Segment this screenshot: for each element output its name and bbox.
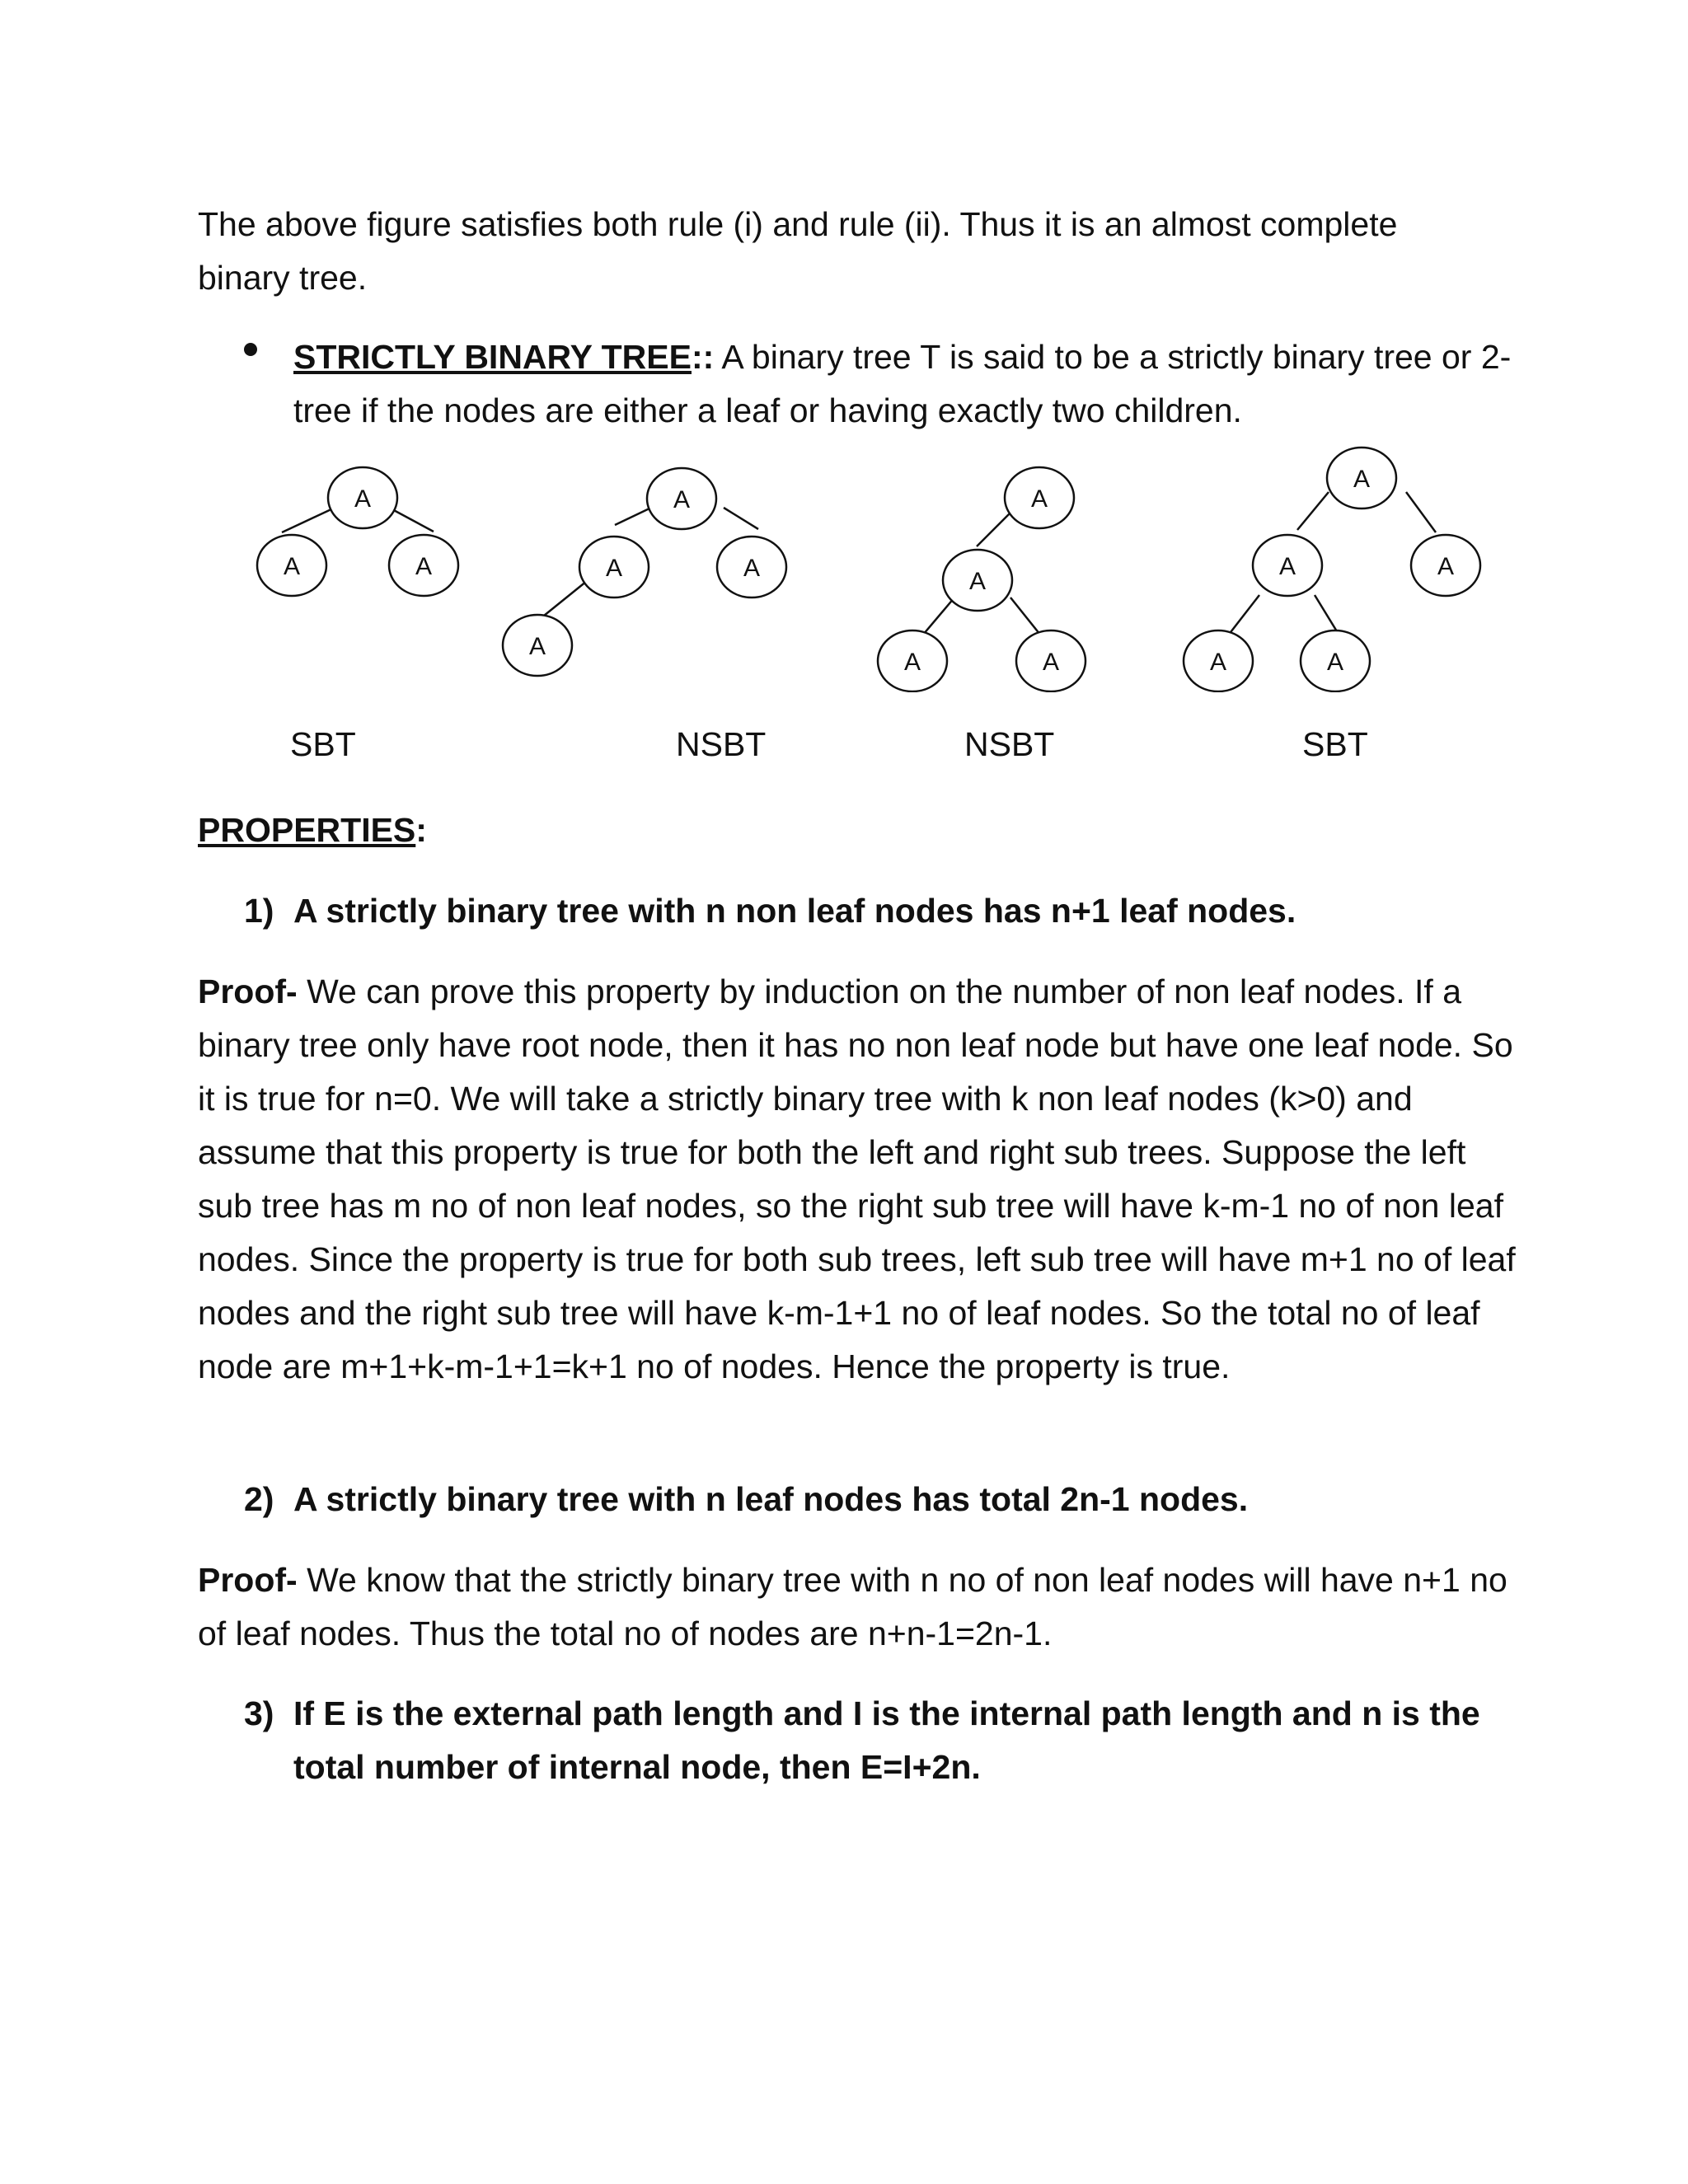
definition-term: STRICTLY BINARY TREE (293, 338, 692, 376)
properties-heading (198, 804, 1517, 857)
property-text: A strictly binary tree with n non leaf nodes has n+1 leaf nodes. (293, 892, 1296, 930)
property-number: 3) (244, 1694, 274, 1732)
tree-diagrams (0, 445, 1688, 692)
node-label: A (1437, 553, 1455, 580)
node-label: A (1278, 553, 1296, 580)
property-text: A strictly binary tree with n leaf nodes has total 2n-1 nodes. (293, 1480, 1249, 1518)
node-label: A (528, 633, 546, 660)
property-number: 1) (244, 892, 274, 930)
node-label: A (673, 486, 691, 513)
tree-label-1: SBT (290, 725, 356, 763)
proof-label: Proof- (198, 1561, 298, 1599)
proof-text: We know that the strictly binary tree with n no of non leaf nodes will have n+1 no of leaf nodes. Thus the total no of nodes are n+n-1=2n-1. (198, 1561, 1507, 1652)
node-label: A (415, 553, 433, 580)
strict-binary-tree-definition (293, 330, 1546, 438)
node-label: A (1326, 649, 1344, 676)
node-label: A (1042, 649, 1060, 676)
properties-heading-colon: : (415, 811, 427, 849)
property-1-proof (198, 965, 1517, 1394)
definition-text: A binary tree T is said to be a strictly binary tree or 2-tree if the nodes are either a leaf or having exactly two children. (293, 338, 1512, 429)
properties-heading-text: PROPERTIES (198, 811, 416, 849)
bullet-icon (244, 343, 257, 356)
node-label: A (1209, 649, 1227, 676)
proof-label: Proof- (198, 972, 298, 1010)
intro-line-1: The above figure satisfies both rule (i) and rule (ii). Thus it is an almost complete (198, 205, 1398, 243)
intro-line-2: binary tree. (198, 259, 368, 297)
tree-label-2: NSBT (676, 725, 767, 763)
proof-text: We can prove this property by induction on the number of non leaf nodes. If a binary tree only have root node, then it has no non leaf node but have one leaf node. So it is true for n=0. We will take a strictly binary tree with k non leaf nodes (k>0) and assume that this property is true for both the left and right sub trees. Suppose the left sub tree has m no of non leaf nodes, so the right sub tree will have k-m-1 no of non leaf nodes. Since the property is true for both sub trees, left sub tree will have m+1 no of leaf nodes and the right sub tree will have k-m-1+1 no of leaf nodes. So the total no of leaf node are m+1+k-m-1+1=k+1 no of nodes. Hence the property is true. (198, 972, 1516, 1385)
node-label: A (743, 555, 761, 582)
definition-separator: :: (691, 338, 715, 376)
intro-paragraph (198, 198, 1517, 305)
node-label: A (903, 649, 921, 676)
node-label: A (283, 553, 301, 580)
tree-label-3: NSBT (964, 725, 1055, 763)
property-number: 2) (244, 1480, 274, 1518)
property-2-statement (244, 1473, 1563, 1526)
node-label: A (968, 568, 987, 595)
node-label: A (1353, 466, 1371, 493)
property-3-statement (244, 1687, 1563, 1794)
node-label: A (605, 555, 623, 582)
node-label: A (1030, 485, 1048, 513)
property-2-proof (198, 1554, 1517, 1661)
property-1-statement (244, 884, 1563, 938)
tree-label-4: SBT (1302, 725, 1368, 763)
node-label: A (354, 485, 372, 513)
property-text: If E is the external path length and I is the internal path length and n is the total number of internal node, then E=I+2n. (293, 1694, 1480, 1786)
